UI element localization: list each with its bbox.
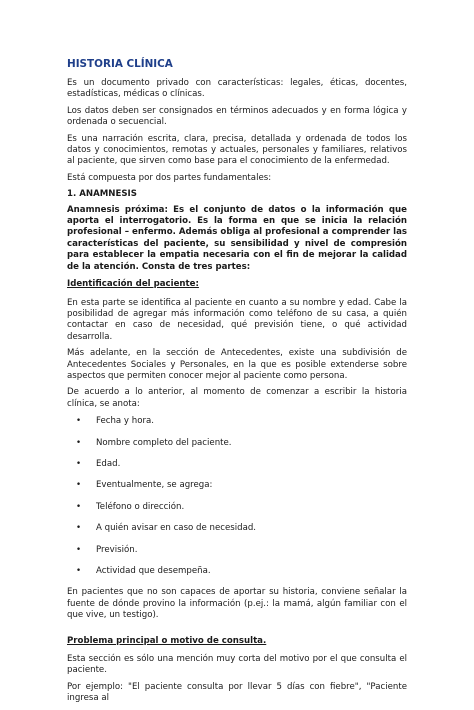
bullet-icon: • xyxy=(76,480,82,491)
list-item xyxy=(67,502,407,513)
source-note-paragraph: En pacientes que no son capaces de aportar su historia, conviene señalar la fuente de dónde provino la información (p.ej.: la mamá, algún familiar con el que vive, un testigo). xyxy=(67,587,407,621)
bullet-list xyxy=(67,416,407,577)
bullet-icon: • xyxy=(76,544,82,555)
list-item xyxy=(67,416,407,427)
identification-paragraph: Más adelante, en la sección de Antecedentes, existe una subdivisión de Antecedentes Sociales y Personales, en la que es posible extenderse sobre aspectos que permiten conocer mejor al paciente como persona. xyxy=(67,348,407,381)
identification-heading: Identificación del paciente: xyxy=(67,279,199,290)
bullet-icon: • xyxy=(76,437,82,448)
section-heading-anamnesis: 1. ANAMNESIS xyxy=(67,189,137,200)
bullet-icon: • xyxy=(76,523,82,534)
intro-paragraph: Es un documento privado con características: legales, éticas, docentes, estadísticas, médicas o clínicas. xyxy=(67,78,407,100)
intro-paragraph: Es una narración escrita, clara, precisa, detallada y ordenada de todos los datos y conocimientos, remotas y actuales, personales y familiares, relativos al paciente, que sirven como base para el conocimiento de la enfermedad. xyxy=(67,133,407,167)
intro-paragraph: Está compuesta por dos partes fundamentales: xyxy=(67,172,272,183)
list-item xyxy=(67,459,407,470)
identification-paragraph: De acuerdo a lo anterior, al momento de comenzar a escribir la historia clínica, se anota: xyxy=(67,387,407,409)
bullet-icon: • xyxy=(76,458,82,469)
list-item-text: Fecha y hora. xyxy=(96,416,154,427)
document-title: HISTORIA CLÍNICA xyxy=(67,58,173,70)
intro-paragraph: Los datos deben ser consignados en términos adecuados y en forma lógica y ordenada o secuencial. xyxy=(67,105,407,128)
document-page xyxy=(67,52,407,710)
list-item-text: Actividad que desempeña. xyxy=(96,566,211,576)
identification-paragraph: En esta parte se identifica al paciente en cuanto a su nombre y edad. Cabe la posibilidad de agregar más información como teléfono de su casa, a quién contactar en caso de necesidad, qué previsión tiene, o qué actividad desarrolla. xyxy=(67,297,407,342)
list-item-text: Nombre completo del paciente. xyxy=(96,437,232,448)
problem-paragraph: Esta sección es sólo una mención muy corta del motivo por el que consulta el paciente. xyxy=(67,654,407,676)
bullet-icon: • xyxy=(76,566,82,576)
list-item-text: Teléfono o dirección. xyxy=(96,501,185,512)
list-item-text: A quién avisar en caso de necesidad. xyxy=(96,523,257,534)
problem-paragraph: Por ejemplo: "El paciente consulta por llevar 5 días con fiebre", "Paciente ingresa al xyxy=(67,681,407,704)
list-item-text: Eventualmente, se agrega: xyxy=(96,480,213,491)
list-item-text: Edad. xyxy=(96,458,121,469)
list-item-text: Previsión. xyxy=(96,544,138,555)
list-item xyxy=(67,438,407,449)
anamnesis-definition: Anamnesis próxima: Es el conjunto de datos o la información que aporta el interrogatorio. Es la forma en que se inicia la relación profesional – enfermo. Además obliga al profesional a comprender las características del paciente, su sensibilidad y nivel de compresión para establecer la empatia necesaria con el fin de mejorar la calidad de la atención. Consta de tres partes: xyxy=(67,204,407,272)
list-item xyxy=(67,480,407,491)
list-item xyxy=(67,566,407,577)
bullet-icon: • xyxy=(76,416,82,427)
list-item xyxy=(67,545,407,556)
problem-heading: Problema principal o motivo de consulta. xyxy=(67,635,267,646)
list-item xyxy=(67,523,407,534)
bullet-icon: • xyxy=(76,501,82,512)
